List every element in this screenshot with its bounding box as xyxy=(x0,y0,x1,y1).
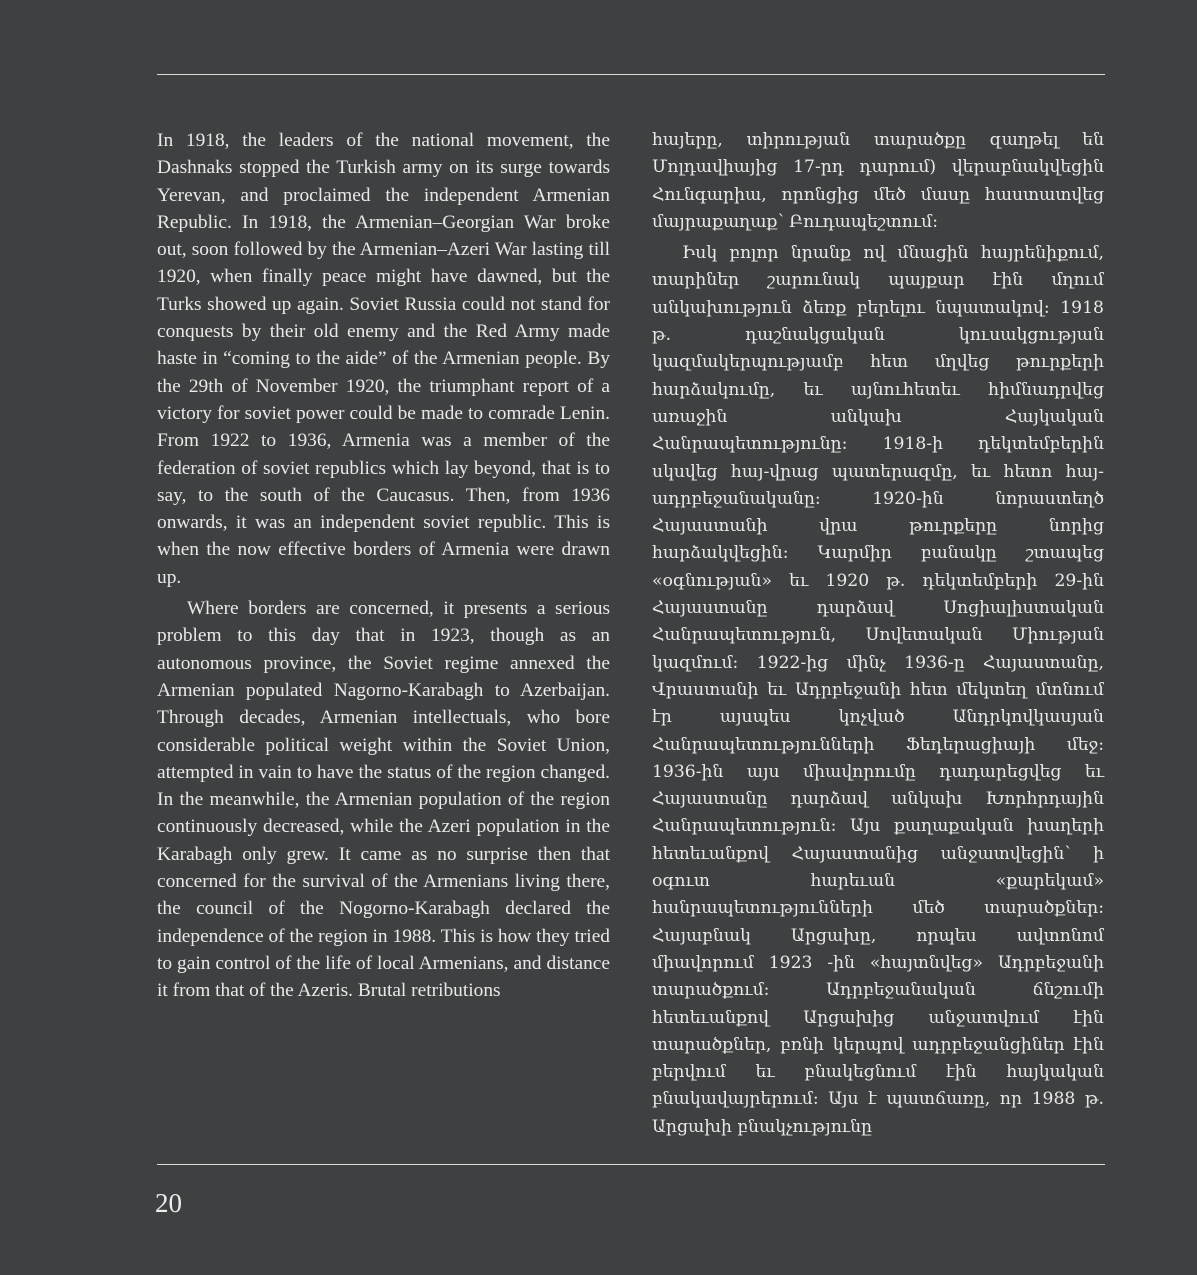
english-column xyxy=(157,127,610,1005)
armenian-paragraph-2: Իսկ բոլոր նրանք ով մնացին հայրենիքում, տարիներ շարունակ պայքար էին մղում անկախություն ձեռք բերելու նպատակով: 1918 թ. դաշնակցական կուսակցության կազմակերպությամբ հետ մղվեց թուրքերի հարձակումը, եւ այնուհետեւ հիմնադրվեց առաջին անկախ Հայկական Հանրապետությունը: 1918-ի դեկտեմբերին սկսվեց հայ-վրաց պատերազմը, եւ հետո հայ-ադրբեջանականը: 1920-ին նորաստեղծ Հայաստանի վրա թուրքերը նորից հարձակվեցին: Կարմիր բանակը շտապեց «օգնության» եւ 1920 թ. դեկտեմբերի 29-ին Հայաստանը դարձավ Սոցիալիստական Հանրապետություն, Սովետական Միության կազմում: 1922-ից մինչ 1936-ը Հայաստանը, Վրաստանի եւ Ադրբեջանի հետ մեկտեղ մտնում էր այսպես կոչված Անդրկովկասյան Հանրապետությունների Ֆեդերացիայի մեջ: 1936-ին այս միավորումը դադարեցվեց եւ Հայաստանը դարձավ անկախ Խորհրդային Հանրապետություն: Այս քաղաքական խաղերի հետեւանքով Հայաստանից անջատվեցին՝ ի օգուտ հարեւան «քարեկամ» հանրապետությունների մեծ տարածքներ: Հայաբնակ Արցախը, որպես ավտոնոմ միավորում 1923 -ին «հայտնվեց» Ադրբեջանի տարածքում: Ադրբեջանական ճնշումի հետեւանքով Արցախից անջատվում էին տարածքներ, բռնի կերպով ադրբեջանցիներ էին բերվում եւ բնակեցնում էին հայկական բնակավայրերում: Այս է պատճառը, որ 1988 թ. Արցախի բնակչությունը xyxy=(652,243,1104,1137)
page-number: 20 xyxy=(155,1188,182,1218)
english-paragraph-2: Where borders are concerned, it presents a serious problem to this day that in 1923, though as an autonomous province, the Soviet regime annexed the Armenian populated Nagorno-Karabagh to Azerbaijan. Through decades, Armenian intellectuals, who bore considerable political weight within the Soviet Union, attempted in vain to have the status of the region changed. In the meanwhile, the Armenian population of the region continuously decreased, while the Azeri population in the Karabagh only grew. It came as no surprise then that concerned for the survival of the Armenians living there, the council of the Nogorno-Karabagh declared the independence of the region in 1988. This is how they tried to gain control of the life of local Armenians, and distance it from that of the Azeris. Brutal retributions xyxy=(157,598,610,1002)
top-rule xyxy=(157,74,1105,75)
english-paragraph-1: In 1918, the leaders of the national movement, the Dashnaks stopped the Turkish army on its surge towards Yerevan, and proclaimed the independent Armenian Republic. In 1918, the Armenian–Georgian War broke out, soon followed by the Armenian–Azeri War lasting till 1920, when finally peace might have dawned, but the Turks showed up again. Soviet Russia could not stand for conquests by their old enemy and the Red Army made haste in “coming to the aide” of the Armenian people. By the 29th of November 1920, the triumphant report of a victory for soviet power could be made to comrade Lenin. From 1922 to 1936, Armenia was a member of the federation of soviet republics which lay beyond, that is to say, to the south of the Caucasus. Then, from 1936 onwards, it was an independent soviet republic. This is when the now effective borders of Armenia were drawn up. xyxy=(157,130,610,588)
armenian-paragraph-1: հայերը, տիրության տարածքը զաղթել են Մոլդավիայից 17-րդ դարում) վերաբնակվեցին Հունգարիա, որոնցից մեծ մասը հաստատվեց մայրաքաղաք՝ Բուդապեշտում: xyxy=(652,130,1104,232)
armenian-column xyxy=(652,127,1104,1141)
bottom-rule xyxy=(157,1164,1105,1165)
